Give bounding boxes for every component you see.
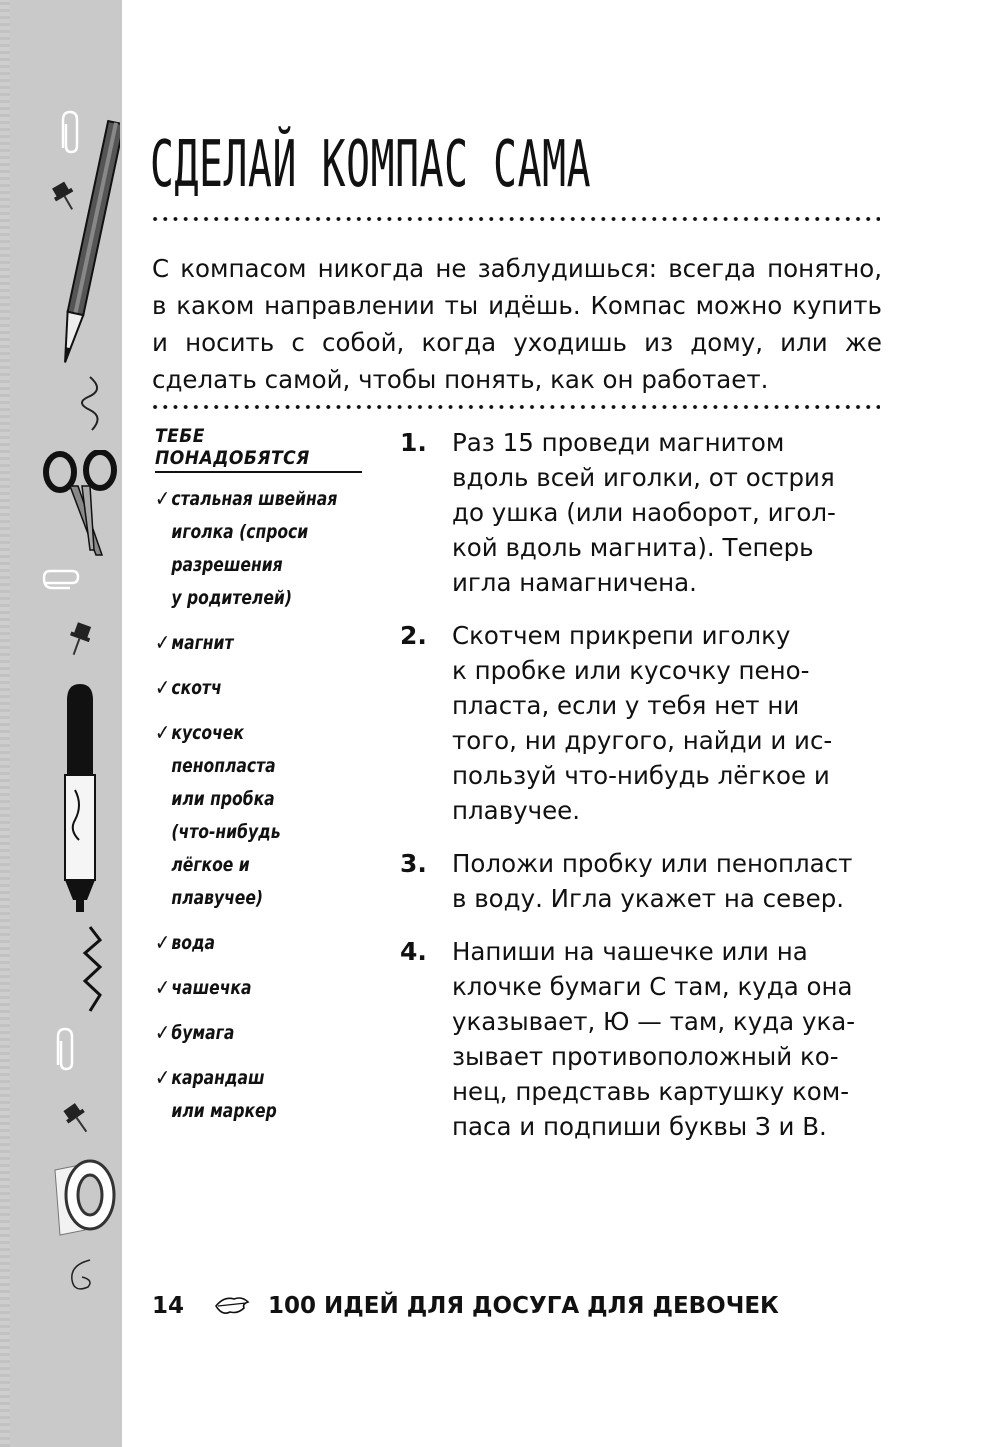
dotted-divider	[150, 404, 880, 410]
pushpin-icon	[60, 620, 100, 660]
check-icon: ✓	[155, 676, 171, 701]
page-number: 14	[152, 1293, 185, 1319]
supply-item	[155, 1017, 393, 1050]
check-icon: ✓	[155, 1066, 171, 1091]
tape-roll-icon	[45, 1150, 120, 1240]
scissors-icon	[40, 450, 120, 560]
page-footer	[152, 1293, 779, 1319]
decorative-sidebar	[0, 0, 122, 1447]
supply-text: скотч	[171, 677, 222, 699]
dotted-divider	[150, 216, 880, 222]
pencil-icon	[60, 115, 120, 375]
step-text: Скотчем прикрепи иголку к пробке или кусочку пено- пласта, если у тебя нет ни того, ни другого, найди и ис- пользуй что-нибудь лёгкое и плавучее.	[452, 621, 833, 825]
step-item	[400, 846, 880, 916]
step-item	[400, 425, 880, 600]
supply-text: вода	[171, 932, 216, 954]
pushpin-icon	[58, 1098, 98, 1138]
supplies-list	[155, 425, 385, 1140]
step-number: 4.	[400, 937, 427, 966]
supply-text: бумага	[171, 1022, 235, 1044]
check-icon: ✓	[155, 721, 171, 746]
supply-text: магнит	[171, 632, 234, 654]
step-text: Напиши на чашечке или на клочке бумаги С там, куда она указывает, Ю — там, куда ука- зывает противоположный ко- нец, представь картушку ком- паса и подпиши буквы З и В.	[452, 937, 856, 1141]
supply-text: чашечка	[171, 977, 252, 999]
step-item	[400, 934, 880, 1144]
step-item	[400, 618, 880, 828]
step-text: Положи пробку или пенопласт в воду. Игла укажет на север.	[452, 849, 853, 913]
check-icon: ✓	[155, 1021, 171, 1046]
leaf-icon	[212, 1294, 252, 1318]
intro-paragraph: С компасом никогда не заблудишься: всегда понятно, в каком направлении ты идёшь. Компас можно купить и носить с собой, когда уходишь из дому, или же сделать самой, чтобы понять, как он работает.	[152, 254, 882, 394]
check-icon: ✓	[155, 487, 171, 512]
supply-text: карандаш или маркер	[171, 1067, 277, 1122]
supply-text: кусочек пенопласта или пробка (что-нибудь лёгкое и плавучее)	[171, 722, 281, 909]
check-icon: ✓	[155, 976, 171, 1001]
squiggle-decoration	[75, 925, 110, 1015]
supplies-title: ТЕБЕ ПОНАДОБЯТСЯ	[155, 425, 362, 473]
supply-item	[155, 972, 393, 1005]
instruction-steps	[400, 425, 880, 1162]
supply-item	[155, 927, 393, 960]
supply-text: стальная швейная иголка (спроси разрешения у родителей)	[171, 488, 338, 609]
squiggle-decoration	[60, 1255, 100, 1315]
check-icon: ✓	[155, 631, 171, 656]
supply-item	[155, 717, 393, 915]
supply-item	[155, 672, 393, 705]
paperclip-icon	[42, 568, 82, 598]
page-title: СДЕЛАЙ КОМПАС САМА	[150, 128, 592, 202]
book-title: 100 ИДЕЙ ДЛЯ ДОСУГА ДЛЯ ДЕВОЧЕК	[268, 1293, 779, 1319]
supply-item	[155, 627, 393, 660]
pushpin-icon	[45, 175, 85, 215]
supply-item	[155, 483, 393, 615]
supply-item	[155, 1062, 393, 1128]
paperclip-icon	[50, 1025, 80, 1075]
step-number: 3.	[400, 849, 427, 878]
squiggle-decoration	[70, 375, 110, 435]
step-number: 1.	[400, 428, 427, 457]
step-text: Раз 15 проведи магнитом вдоль всей иголки, от острия до ушка (или наоборот, игол- кой вдоль магнита). Теперь игла намагничена.	[452, 428, 836, 597]
marker-icon	[55, 680, 105, 915]
check-icon: ✓	[155, 931, 171, 956]
step-number: 2.	[400, 621, 427, 650]
